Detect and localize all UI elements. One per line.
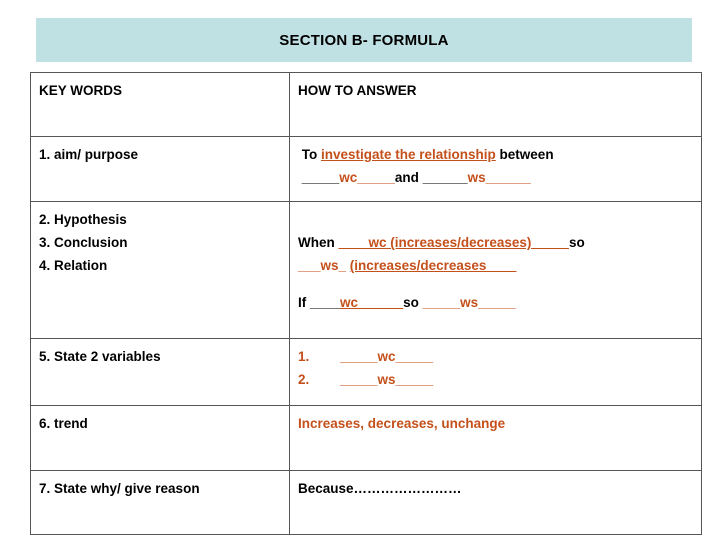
blank-if-wc: wc______ xyxy=(340,295,404,310)
formula-table xyxy=(30,72,702,535)
answer-aim-line-2 xyxy=(298,166,693,189)
answer-when-line xyxy=(298,231,693,254)
variable-item-2 xyxy=(298,368,693,391)
table-row-reason xyxy=(31,471,702,535)
blank-ws-short: ___ws_ xyxy=(298,258,350,273)
blank-if-ws: _____ws_____ xyxy=(422,295,516,310)
section-title-banner xyxy=(36,18,692,62)
answer-ws-line xyxy=(298,254,693,277)
table-header-row xyxy=(31,73,702,137)
blank-if: ____ xyxy=(310,295,341,310)
blank-ws-change: (increases/decreases____ xyxy=(349,258,517,273)
variable-text-2: _____ws_____ xyxy=(340,372,434,387)
blank-wc-change: ____wc (increases/decreases)_____ xyxy=(338,235,569,250)
key-hypothesis xyxy=(31,202,290,339)
text-when: When xyxy=(298,235,339,250)
answer-hypothesis xyxy=(290,202,702,339)
answer-trend: Increases, decreases, unchange xyxy=(290,406,702,471)
text-between: between xyxy=(495,147,554,162)
answer-if-line xyxy=(298,291,693,314)
blank-ws: ws______ xyxy=(467,170,531,185)
table-row-aim xyxy=(31,137,702,202)
text-so: so xyxy=(568,235,585,250)
header-key-words: KEY WORDS xyxy=(31,73,290,137)
variable-num-2: 2. xyxy=(298,372,310,387)
key-reason: 7. State why/ give reason xyxy=(31,471,290,535)
blank-1: _____ xyxy=(298,170,340,185)
key-variables: 5. State 2 variables xyxy=(31,339,290,406)
header-how-to-answer: HOW TO ANSWER xyxy=(290,73,702,137)
text-to: To xyxy=(298,147,321,162)
answer-aim xyxy=(290,137,702,202)
key-aim: 1. aim/ purpose xyxy=(31,137,290,202)
answer-variables xyxy=(290,339,702,406)
table-row-hypothesis xyxy=(31,202,702,339)
variable-num-1: 1. xyxy=(298,349,310,364)
key-hypothesis-label: 2. Hypothesis xyxy=(39,212,127,227)
table-row-trend xyxy=(31,406,702,471)
table-row-variables xyxy=(31,339,702,406)
key-relation-label: 4. Relation xyxy=(39,258,108,273)
text-if-so: so xyxy=(403,295,423,310)
spacer xyxy=(298,277,693,291)
text-and: and ______ xyxy=(394,170,468,185)
answer-aim-line-1 xyxy=(298,143,693,166)
text-if: If xyxy=(298,295,310,310)
answer-reason: Because…………………… xyxy=(290,471,702,535)
variable-item-1 xyxy=(298,345,693,368)
key-conclusion-label: 3. Conclusion xyxy=(39,235,128,250)
section-title: SECTION B- FORMULA xyxy=(279,31,449,49)
blank-wc: wc_____ xyxy=(339,170,395,185)
text-investigate: investigate the relationship xyxy=(321,147,496,162)
variable-text-1: _____wc_____ xyxy=(340,349,434,364)
key-trend: 6. trend xyxy=(31,406,290,471)
